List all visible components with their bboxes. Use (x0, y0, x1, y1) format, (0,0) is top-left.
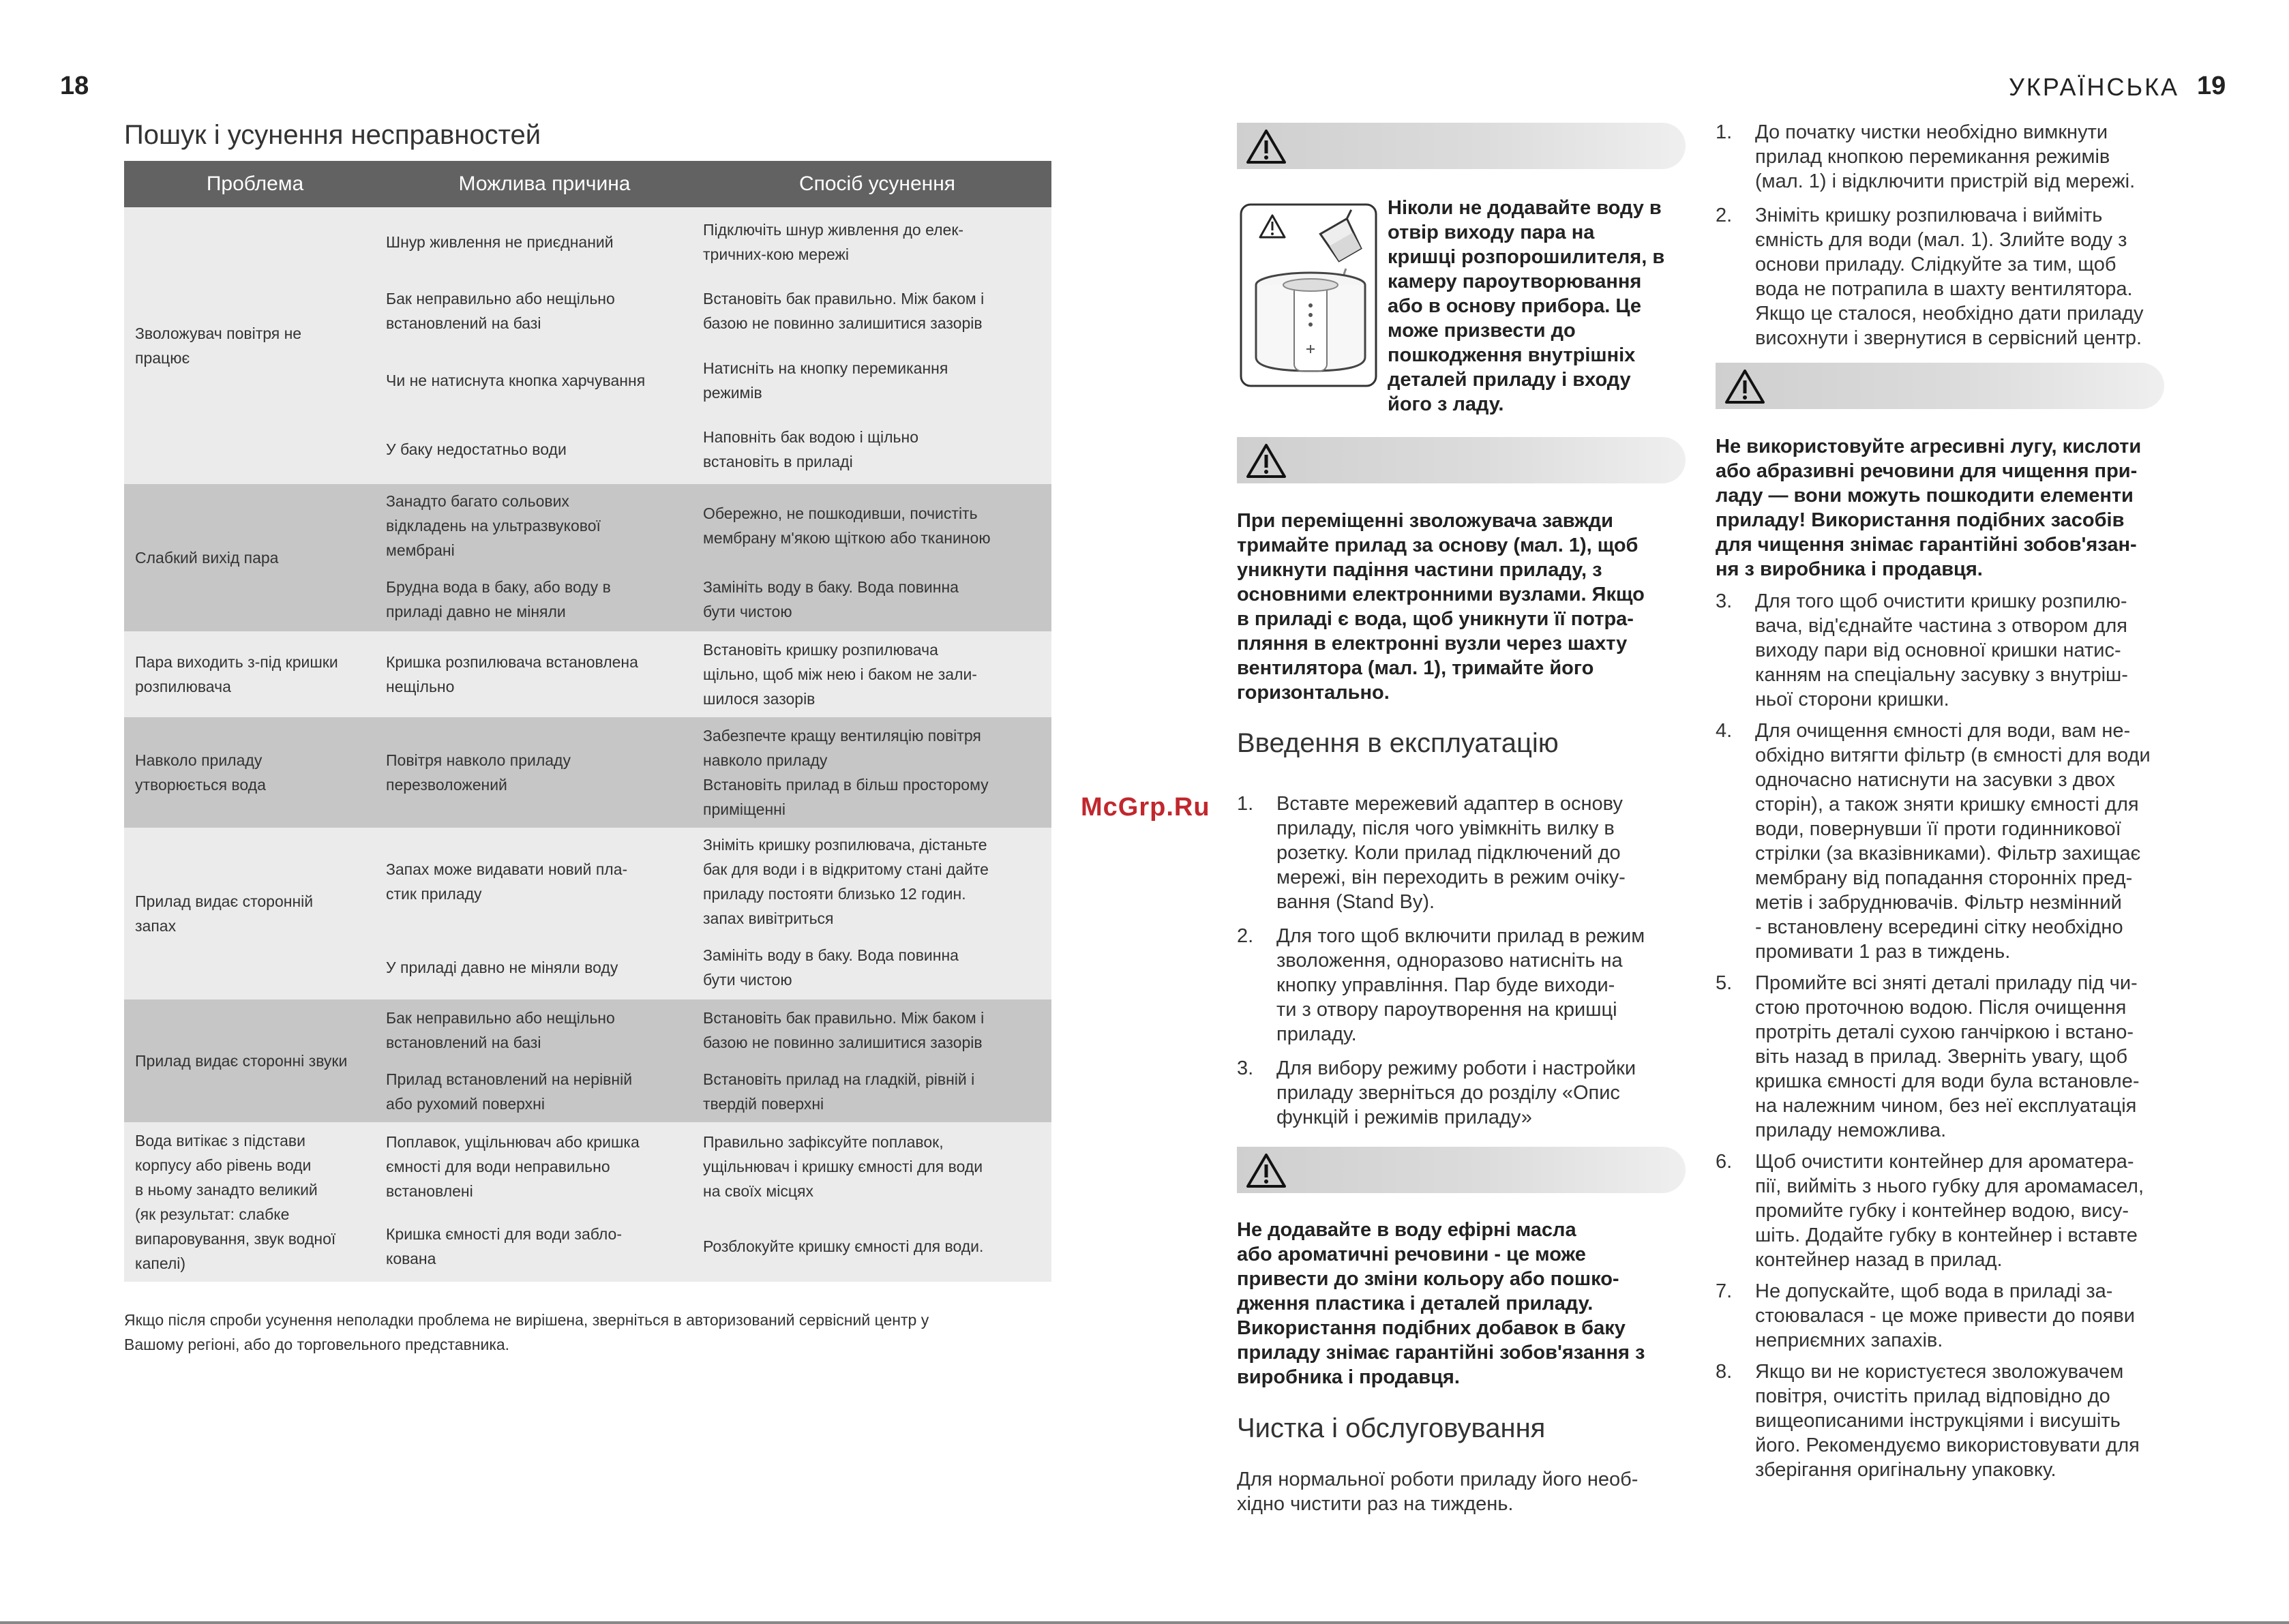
table-row (386, 936, 1051, 999)
warning-triangle-icon (1724, 368, 1766, 405)
problem-cell: Зволожувач повітря не працює (135, 325, 302, 367)
table-row (386, 828, 1051, 936)
solution-cell: Обережно, не пошкодивши, почистіть мембрану м'якою щіткою або тканиною (703, 505, 991, 547)
solution-cell: Забезпечте кращу вентиляцію повітря навколо приладу Встановіть прилад в більш просторому приміщенні (703, 727, 989, 818)
left-page-number: 18 (60, 72, 89, 100)
list-item: 7. Не допускайте, щоб вода в приладі за- стоювалася - це може привести до появи неприємних запахів. (1716, 1280, 2135, 1351)
table-group (124, 207, 1051, 484)
warning-bar (1237, 123, 1686, 169)
solution-cell: Встановіть бак правильно. Між баком і базою не повинно залишитися зазорів (703, 290, 985, 333)
table-row (386, 1061, 1051, 1122)
warning-text-2: При переміщенні зволожувача завжди тримайте прилад за основу (мал. 1), щоб уникнути падіння частини приладу, з основними електронними вузлами. Якщо в приладі є вода, щоб уникнути її потра- пляння в електронні вузли через шахту вентилятора (мал. 1), тримайте його горизонтально. (1237, 510, 1645, 704)
table-row (386, 1211, 1051, 1282)
problem-cell: Слабкий вихід пара (135, 549, 279, 567)
header-solution: Спосіб усунення (798, 172, 956, 195)
warning-text-1: Ніколи не додавайте воду в отвір виходу пара на кришці розпорошилителя, в камеру пароутворювання або в основу прибора. Це може призвести до пошкодження внутрішніх деталей приладу і входу його з ладу. (1388, 197, 1665, 415)
problem-cell: Навколо приладу утворюється вода (135, 751, 266, 794)
table-group (124, 484, 1051, 631)
list-item: 1. Вставте мережевий адаптер в основу приладу, після чого увімкніть вилку в розетку. Коли прилад підключений до мережі, він переходить в режим очіку- вання (Stand By). (1237, 793, 1626, 913)
language-label: УКРАЇНСЬКА (2009, 73, 2180, 101)
problem-cell: Пара виходить з-під кришки розпилювача (135, 653, 338, 695)
problem-cell: Вода витікає з підстави корпусу або рівень води в ньому занадто великий (як результат: слабке випаровування, звук водної капелі) (135, 1132, 336, 1272)
care-intro: Для нормальної роботи приладу його необ- хідно чистити раз на тиждень. (1237, 1469, 1639, 1515)
table-row (386, 207, 1051, 277)
table-group (124, 999, 1051, 1122)
list-item: 5. Промийте всі зняті деталі приладу під чи- стою проточною водою. Після очищення протріть деталі сухою ганчіркою і встано- віть назад в прилад. Зверніть увагу, щоб кришка ємності для води була встановле- на належним чином, без неї експлуатація приладу неможлива. (1716, 972, 2140, 1141)
warning-triangle-icon (1245, 128, 1287, 165)
warning-bar (1237, 1147, 1686, 1193)
solution-cell: Правильно зафіксуйте поплавок, ущільнювач і кришку ємності для води на своїх місцях (703, 1133, 983, 1200)
solution-cell: Розблокуйте кришку ємності для води. (703, 1237, 984, 1255)
care-list-a (1716, 120, 2176, 350)
warning-bar (1716, 363, 2164, 409)
list-item: 3. Для вибору режиму роботи і настройки приладу зверніться до розділу «Опис функцій і режимів приладу» (1237, 1057, 1636, 1128)
care-section-title: Чистка і обслуговування (1237, 1413, 1546, 1443)
table-row (386, 415, 1051, 485)
list-item: 6. Щоб очистити контейнер для ароматера- пії, вийміть з нього губку для аромамасел, промийте губку і контейнер водою, вису- шіть. Додайте губку в контейнер і вставте контейнер назад в прилад. (1716, 1151, 2144, 1271)
warning-triangle-icon (1245, 1152, 1287, 1189)
list-item: 2. Зніміть кришку розпилювача і вийміть ємність для води (мал. 1). Злийте воду з основи приладу. Слідкуйте за тим, щоб вода не потрапила в шахту вентилятора. Якщо це сталося, необхідно дати приладу висохнути і звернутися в сервісний центр. (1716, 205, 2144, 349)
cause-cell: Брудна вода в баку, або воду в приладі давно не міняли (386, 578, 611, 621)
cause-cell: Бак неправильно або нещільно встановлений на базі (386, 1009, 615, 1051)
warning-text-4: Не використовуйте агресивні лугу, кислоти або абразивні речовини для чищення при- ладу — вони можуть пошкодити елементи приладу! Використання подібних засобів для чищення знімає гарантійні зобов'язан- ня з виробника і продавця. (1716, 436, 2142, 580)
cause-cell: Повітря навколо приладу перезволожений (386, 751, 571, 794)
table-group (124, 1122, 1051, 1282)
cause-cell: У приладі давно не міняли воду (386, 959, 618, 977)
cause-cell: Кришка розпилювача встановлена нещільно (386, 653, 638, 695)
table-group (124, 717, 1051, 828)
table-row (386, 631, 1051, 717)
list-item: 4. Для очищення ємності для води, вам не- обхідно витягти фільтр (в ємності для води одночасно натиснути на засувки з двох сторін), а також зняти кришку ємності для води, повернувши її проти годинникової стрілки (за вказівниками). Фільтр захищає мембрану від попадання сторонніх пред- метів і забруднювачів. Фільтр незмінний - встановлену всередині сітку необхідно промивати 1 раз в тиждень. (1716, 720, 2151, 963)
intro-section-title: Введення в експлуатацію (1237, 728, 1559, 758)
table-row (386, 346, 1051, 415)
page-bottom-rule (0, 1621, 2289, 1624)
solution-cell: Встановіть кришку розпилювача щільно, щоб між нею і баком не зали- шилося зазорів (703, 641, 977, 708)
list-item: 1. До початку чистки необхідно вимкнути прилад кнопкою перемикання режимів (мал. 1) і відключити пристрій від мережі. (1716, 121, 2136, 192)
cause-cell: Запах може видавати новий пла- стик приладу (386, 860, 628, 903)
list-item: 3. Для того щоб очистити кришку розпилю- вача, від'єднайте частина з отвором для виходу пари від основної кришки натис- канням на спеціальну засувку з внутріш- ньої сторони кришки. (1716, 590, 2128, 710)
intro-list (1237, 792, 1687, 1130)
solution-cell: Встановіть бак правильно. Між баком і базою не повинно залишитися зазорів (703, 1009, 985, 1051)
solution-cell: Наповніть бак водою і щільно встановіть в приладі (703, 428, 919, 471)
table-row (386, 999, 1051, 1061)
table-header (124, 161, 1051, 207)
table-row (386, 1122, 1051, 1211)
cause-cell: У баку недостатньо води (386, 440, 567, 459)
warning-triangle-icon (1245, 442, 1287, 479)
table-row (386, 484, 1051, 567)
table-row (386, 567, 1051, 631)
cause-cell: Занадто багато сольових відкладень на ультразвукової мембрані (386, 492, 601, 560)
cause-cell: Поплавок, ущільнювач або кришка ємності для води неправильно встановлені (386, 1133, 640, 1200)
header-cause: Можлива причина (458, 172, 631, 195)
warning-bar (1237, 437, 1686, 483)
list-item: 8. Якщо ви не користуєтеся зволожувачем повітря, очистіть прилад відповідно до вищеописаними інструкціями і висушіть його. Рекомендуємо використовувати для зберігання оригінальну упаковку. (1716, 1361, 2140, 1481)
table-group (124, 828, 1051, 999)
table-row (386, 717, 1051, 828)
humidifier-illustration (1240, 203, 1377, 387)
warning-text-3: Не додавайте в воду ефірні масла або ароматичні речовини - це може привести до зміни кольору або пошко- дження пластика і деталей приладу. Використання подібних добавок в баку приладу знімає гарантійні зобов'язання з виробника і продавця. (1237, 1219, 1645, 1388)
header-problem: Проблема (206, 172, 304, 195)
problem-cell: Прилад видає сторонній запах (135, 892, 314, 935)
table-group (124, 631, 1051, 717)
solution-cell: Замініть воду в баку. Вода повинна бути чистою (703, 946, 959, 989)
cause-cell: Кришка ємності для води забло- кована (386, 1225, 623, 1267)
list-item: 2. Для того щоб включити прилад в режим зволоження, одноразово натисніть на кнопку управління. Пар буде виходи- ти з отвору пароутворення на кришці приладу. (1237, 925, 1645, 1045)
troubleshooting-table (124, 161, 1051, 1282)
solution-cell: Зніміть кришку розпилювача, дістаньте бак для води і в відкритому стані дайте приладу постояти близько 12 годин. запах вивітриться (703, 836, 989, 928)
cause-cell: Чи не натиснута кнопка харчування (386, 371, 646, 389)
solution-cell: Підключіть шнур живлення до елек- тричних-кою мережі (703, 220, 964, 263)
solution-cell: Встановіть прилад на гладкій, рівній і твердій поверхні (703, 1070, 975, 1113)
service-note: Якщо після спроби усунення неполадки проблема не вирішена, зверніться в авторизований сервісний центр у Вашому регіоні, або до торговельного представника. (124, 1311, 929, 1353)
solution-cell: Замініть воду в баку. Вода повинна бути чистою (703, 578, 959, 621)
solution-cell: Натисніть на кнопку перемикання режимів (703, 359, 948, 402)
cause-cell: Прилад встановлений на нерівній або рухомий поверхні (386, 1070, 633, 1113)
troubleshooting-title: Пошук і усунення несправностей (124, 120, 541, 150)
table-row (386, 277, 1051, 346)
problem-cell: Прилад видає сторонні звуки (135, 1052, 348, 1070)
cause-cell: Бак неправильно або нещільно встановлений на базі (386, 290, 615, 333)
care-list-b (1716, 589, 2176, 1482)
right-page-number: 19 (2197, 72, 2226, 100)
watermark: McGrp.Ru (1081, 793, 1210, 822)
cause-cell: Шнур живлення не приєднаний (386, 232, 614, 251)
